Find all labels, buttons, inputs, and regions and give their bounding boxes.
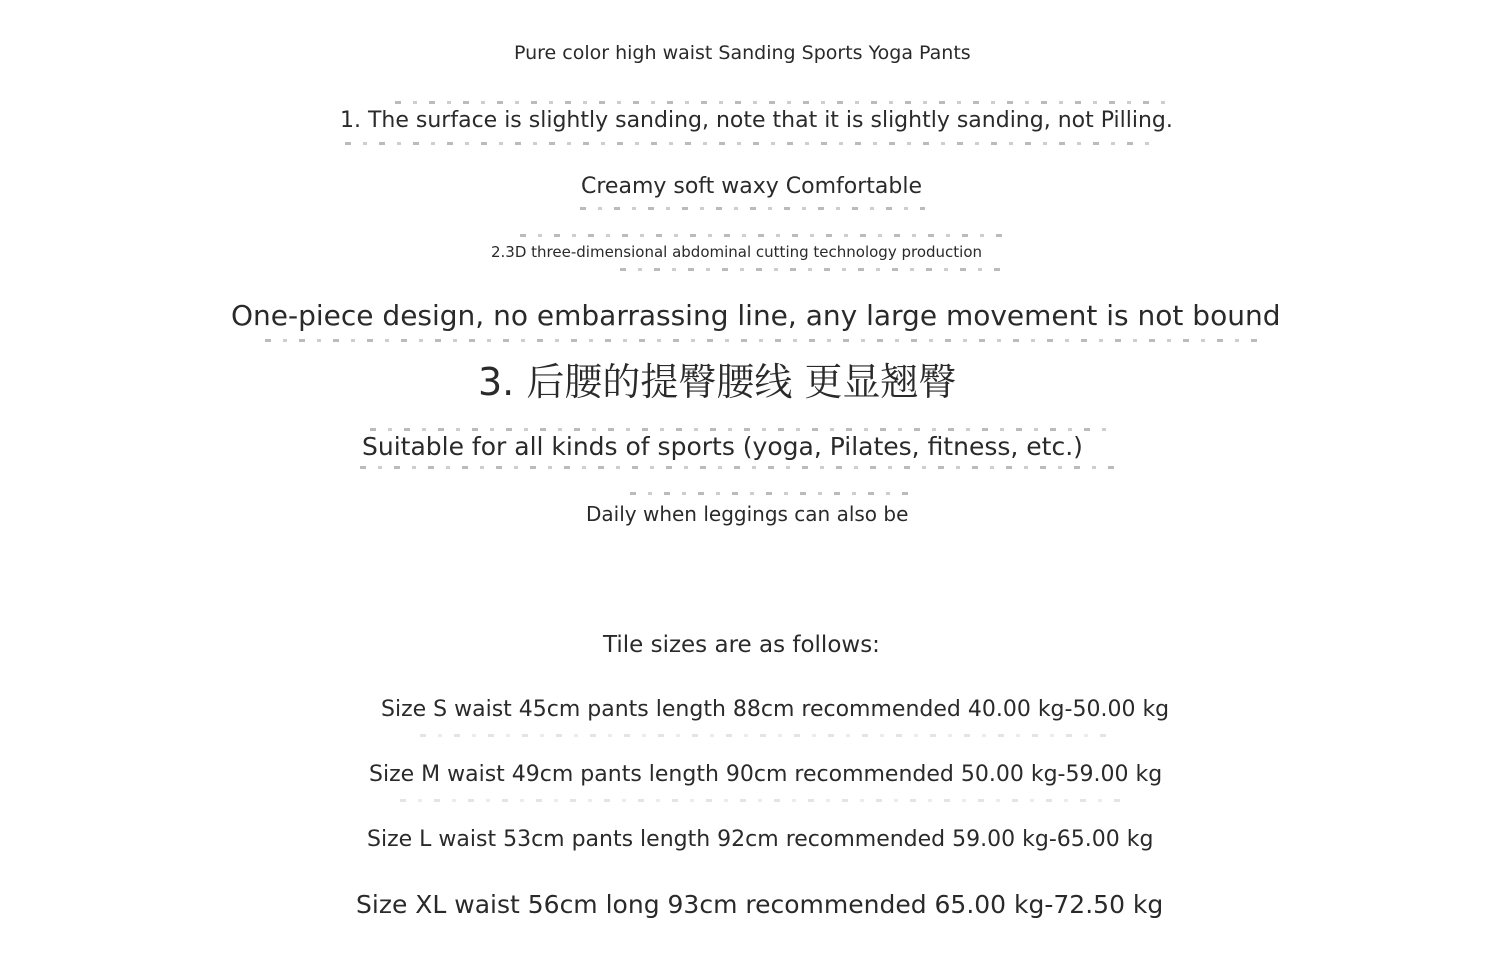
- feature-1-sub: Creamy soft waxy Comfortable: [581, 174, 923, 199]
- product-title: Pure color high waist Sanding Sports Yoga Pants: [514, 42, 971, 64]
- text-residue: [265, 339, 1265, 342]
- feature-2: 2.3D three-dimensional abdominal cutting technology production: [491, 243, 983, 261]
- text-residue: [370, 428, 1110, 431]
- text-residue: [400, 799, 1120, 802]
- text-residue: [630, 492, 920, 495]
- feature-1: 1. The surface is slightly sanding, note that it is slightly sanding, not Pilling.: [340, 108, 1173, 133]
- feature-3-sub: Suitable for all kinds of sports (yoga, Pilates, fitness, etc.): [362, 432, 1083, 461]
- text-residue: [520, 234, 1010, 237]
- size-row-s: Size S waist 45cm pants length 88cm recommended 40.00 kg-50.00 kg: [381, 697, 1170, 722]
- feature-2-sub: One-piece design, no embarrassing line, any large movement is not bound: [231, 299, 1281, 332]
- size-row-xl: Size XL waist 56cm long 93cm recommended 65.00 kg-72.50 kg: [356, 890, 1164, 919]
- text-residue: [395, 101, 1165, 104]
- sizes-heading: Tile sizes are as follows:: [603, 632, 880, 658]
- text-residue: [580, 207, 925, 210]
- text-residue: [345, 142, 1160, 145]
- text-residue: [420, 734, 1110, 737]
- feature-3: 3. 后腰的提臀腰线 更显翘臀: [478, 360, 957, 404]
- feature-3-sub2: Daily when leggings can also be: [586, 502, 909, 526]
- size-row-l: Size L waist 53cm pants length 92cm recommended 59.00 kg-65.00 kg: [367, 827, 1154, 852]
- text-residue: [360, 466, 1115, 469]
- size-row-m: Size M waist 49cm pants length 90cm recommended 50.00 kg-59.00 kg: [369, 762, 1163, 787]
- text-residue: [620, 268, 1005, 271]
